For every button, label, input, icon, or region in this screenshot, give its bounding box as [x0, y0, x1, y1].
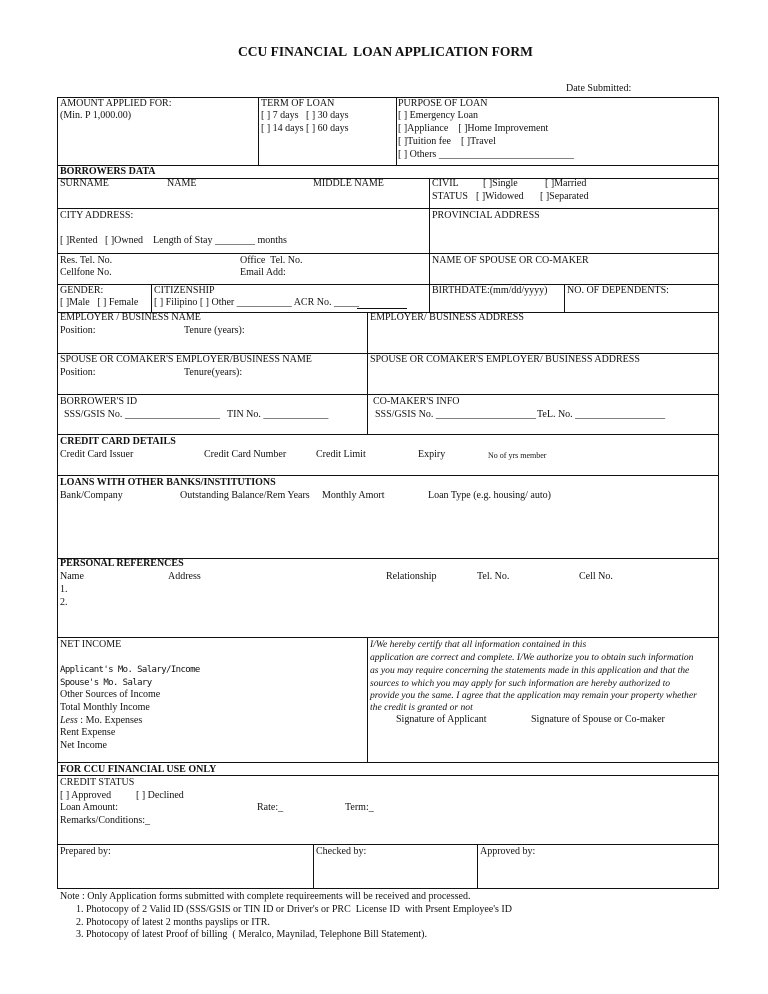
purpose-options-row3[interactable]: [ ]Tuition fee [ ]Travel — [398, 136, 496, 147]
ref-tel-column: Tel. No. — [477, 571, 510, 582]
acr-underline — [357, 308, 407, 309]
spouse-position-field[interactable]: Position: — [60, 367, 96, 378]
total-monthly-income-field[interactable]: Total Monthly Income — [60, 702, 150, 713]
provincial-address-field[interactable]: PROVINCIAL ADDRESS — [432, 210, 540, 221]
city-address-field[interactable]: CITY ADDRESS: — [60, 210, 134, 221]
signature-spouse-field[interactable]: Signature of Spouse or Co-maker — [531, 714, 665, 725]
cc-expiry-column: Expiry — [418, 449, 446, 460]
form-title: CCU FINANCIAL LOAN APPLICATION FORM — [238, 44, 533, 59]
borrower-sss-field[interactable]: SSS/GSIS No. ___________________ — [64, 409, 220, 420]
other-loans-heading: LOANS WITH OTHER BANKS/INSTITUTIONS — [60, 477, 276, 488]
requirement-item-1: 1. Photocopy of 2 Valid ID (SSS/GSIS or TIN ID or Driver's or PRC License ID with Prsent Employee's ID — [76, 904, 512, 915]
spouse-salary-field[interactable]: Spouse's Mo. Salary — [60, 678, 152, 688]
middle-name-field[interactable]: MIDDLE NAME — [313, 178, 384, 189]
requirement-item-2: 2. Photocopy of latest 2 months payslips or ITR. — [76, 917, 270, 928]
ref-row-2[interactable]: 2. — [60, 597, 68, 608]
expenses-field[interactable] — [60, 715, 142, 728]
amount-min-note: (Min. P 1,000.00) — [60, 110, 132, 121]
cert-line-6: the credit is granted or not — [370, 702, 473, 713]
loan-amort-column: Monthly Amort — [322, 490, 385, 501]
spouse-name-field[interactable]: NAME OF SPOUSE OR CO-MAKER — [432, 255, 589, 266]
civil-status-separated[interactable]: [ ]Separated — [540, 191, 589, 202]
ref-cell-column: Cell No. — [579, 571, 613, 582]
citizenship-options[interactable]: [ ] Filipino [ ] Other ___________ ACR No. _____ — [154, 297, 359, 308]
purpose-option-emergency[interactable]: [ ] Emergency Loan — [398, 110, 479, 121]
approved-by-field[interactable]: Approved by: — [480, 846, 536, 857]
requirement-item-3: 3. Photocopy of latest Proof of billing ( Meralco, Maynilad, Telephone Bill Statement). — [76, 929, 427, 940]
cc-issuer-column: Credit Card Issuer — [60, 449, 134, 460]
amount-applied-field[interactable]: AMOUNT APPLIED FOR: — [60, 98, 172, 109]
prepared-by-field[interactable]: Prepared by: — [60, 846, 111, 857]
other-income-field[interactable]: Other Sources of Income — [60, 689, 161, 700]
surname-field[interactable]: SURNAME — [60, 178, 109, 189]
cert-line-4: sources to which you may apply for such information are hereby authorized to — [370, 678, 671, 689]
borrowers-data-heading: BORROWERS DATA — [60, 166, 156, 177]
spouse-tenure-field[interactable]: Tenure(years): — [184, 367, 243, 378]
civil-label: CIVIL — [432, 178, 459, 189]
birthdate-field[interactable]: BIRTHDATE:(mm/dd/yyyy) — [432, 285, 548, 296]
applicant-salary-field[interactable]: Applicant's Mo. Salary/Income — [60, 665, 200, 675]
office-use-heading: FOR CCU FINANCIAL USE ONLY — [60, 764, 217, 775]
civil-status-single[interactable]: [ ]Single — [483, 178, 518, 189]
office-tel-field[interactable]: Office Tel. No. — [240, 255, 303, 266]
loan-amount-field[interactable]: Loan Amount: — [60, 802, 119, 813]
term-field[interactable]: Term:_ — [345, 802, 374, 813]
credit-card-heading: CREDIT CARD DETAILS — [60, 436, 176, 447]
comaker-info-label: CO-MAKER'S INFO — [373, 396, 460, 407]
less-label: Less — [60, 715, 78, 726]
rate-field[interactable]: Rate:_ — [257, 802, 284, 813]
cc-years-member-column: No of yrs member — [488, 451, 547, 460]
status-label: STATUS — [432, 191, 468, 202]
net-income-heading: NET INCOME — [60, 639, 122, 650]
cc-number-column: Credit Card Number — [204, 449, 287, 460]
gender-label: GENDER: — [60, 285, 104, 296]
residence-options[interactable]: [ ]Rented [ ]Owned Length of Stay ________ months — [60, 235, 287, 246]
ref-address-column: Address — [168, 571, 201, 582]
comaker-sss-field[interactable]: SSS/GSIS No. ____________________ — [375, 409, 536, 420]
cert-line-5: provide you the same. I agree that the application may remain your property whether — [370, 690, 697, 701]
status-approved-checkbox[interactable]: [ ] Approved — [60, 790, 112, 801]
cert-line-3: as you may require concerning the statements made in this application and that the — [370, 665, 690, 676]
term-options-row2[interactable]: [ ] 14 days [ ] 60 days — [261, 123, 349, 134]
purpose-option-others[interactable]: [ ] Others ___________________________ — [398, 149, 574, 160]
name-field[interactable]: NAME — [167, 178, 197, 189]
cc-limit-column: Credit Limit — [316, 449, 366, 460]
position-field[interactable]: Position: — [60, 325, 96, 336]
ref-relationship-column: Relationship — [386, 571, 437, 582]
gender-options[interactable]: [ ]Male [ ] Female — [60, 297, 139, 308]
res-tel-field[interactable]: Res. Tel. No. — [60, 255, 113, 266]
loan-bank-column: Bank/Company — [60, 490, 123, 501]
comaker-tel-field[interactable]: TeL. No. __________________ — [537, 409, 666, 420]
purpose-label: PURPOSE OF LOAN — [398, 98, 488, 109]
signature-applicant-field[interactable]: Signature of Applicant — [396, 714, 487, 725]
rent-expense-field[interactable]: Rent Expense — [60, 727, 116, 738]
cellfone-field[interactable]: Cellfone No. — [60, 267, 112, 278]
civil-status-married[interactable]: [ ]Married — [545, 178, 587, 189]
loan-type-column: Loan Type (e.g. housing/ auto) — [428, 490, 551, 501]
date-submitted-field[interactable]: Date Submitted: — [566, 83, 632, 94]
borrower-id-label: BORROWER'S ID — [60, 396, 138, 407]
status-declined-checkbox[interactable]: [ ] Declined — [136, 790, 184, 801]
tenure-field[interactable]: Tenure (years): — [184, 325, 245, 336]
borrower-tin-field[interactable]: TIN No. _____________ — [227, 409, 329, 420]
employer-name-field[interactable]: EMPLOYER / BUSINESS NAME — [60, 312, 201, 323]
checked-by-field[interactable]: Checked by: — [316, 846, 367, 857]
cert-line-1: I/We hereby certify that all information contained in this — [370, 639, 587, 650]
requirements-note: Note : Only Application forms submitted with complete requireements will be received and processed. — [60, 891, 471, 902]
ref-name-column: Name — [60, 571, 84, 582]
mo-expenses-label: : Mo. Expenses — [77, 715, 143, 726]
ref-row-1[interactable]: 1. — [60, 584, 68, 595]
loan-balance-column: Outstanding Balance/Rem Years — [180, 490, 310, 501]
references-heading: PERSONAL REFERENCES — [60, 558, 184, 569]
purpose-options-row2[interactable]: [ ]Appliance [ ]Home Improvement — [398, 123, 549, 134]
remarks-field[interactable]: Remarks/Conditions:_ — [60, 815, 150, 826]
term-label: TERM OF LOAN — [261, 98, 335, 109]
spouse-employer-address-field[interactable]: SPOUSE OR COMAKER'S EMPLOYER/ BUSINESS ADDRESS — [370, 354, 640, 365]
civil-status-widowed[interactable]: [ ]Widowed — [476, 191, 524, 202]
net-income-field[interactable]: Net Income — [60, 740, 107, 751]
term-options-row1[interactable]: [ ] 7 days [ ] 30 days — [261, 110, 349, 121]
email-field[interactable]: Email Add: — [240, 267, 286, 278]
credit-status-label: CREDIT STATUS — [60, 777, 135, 788]
dependents-field[interactable]: NO. OF DEPENDENTS: — [567, 285, 669, 296]
employer-address-field[interactable]: EMPLOYER/ BUSINESS ADDRESS — [370, 312, 524, 323]
cert-line-2: application are correct and complete. I/We authorize you to obtain such information — [370, 652, 694, 663]
citizenship-label: CITIZENSHIP — [154, 285, 215, 296]
spouse-employer-name-field[interactable]: SPOUSE OR COMAKER'S EMPLOYER/BUSINESS NAME — [60, 354, 312, 365]
